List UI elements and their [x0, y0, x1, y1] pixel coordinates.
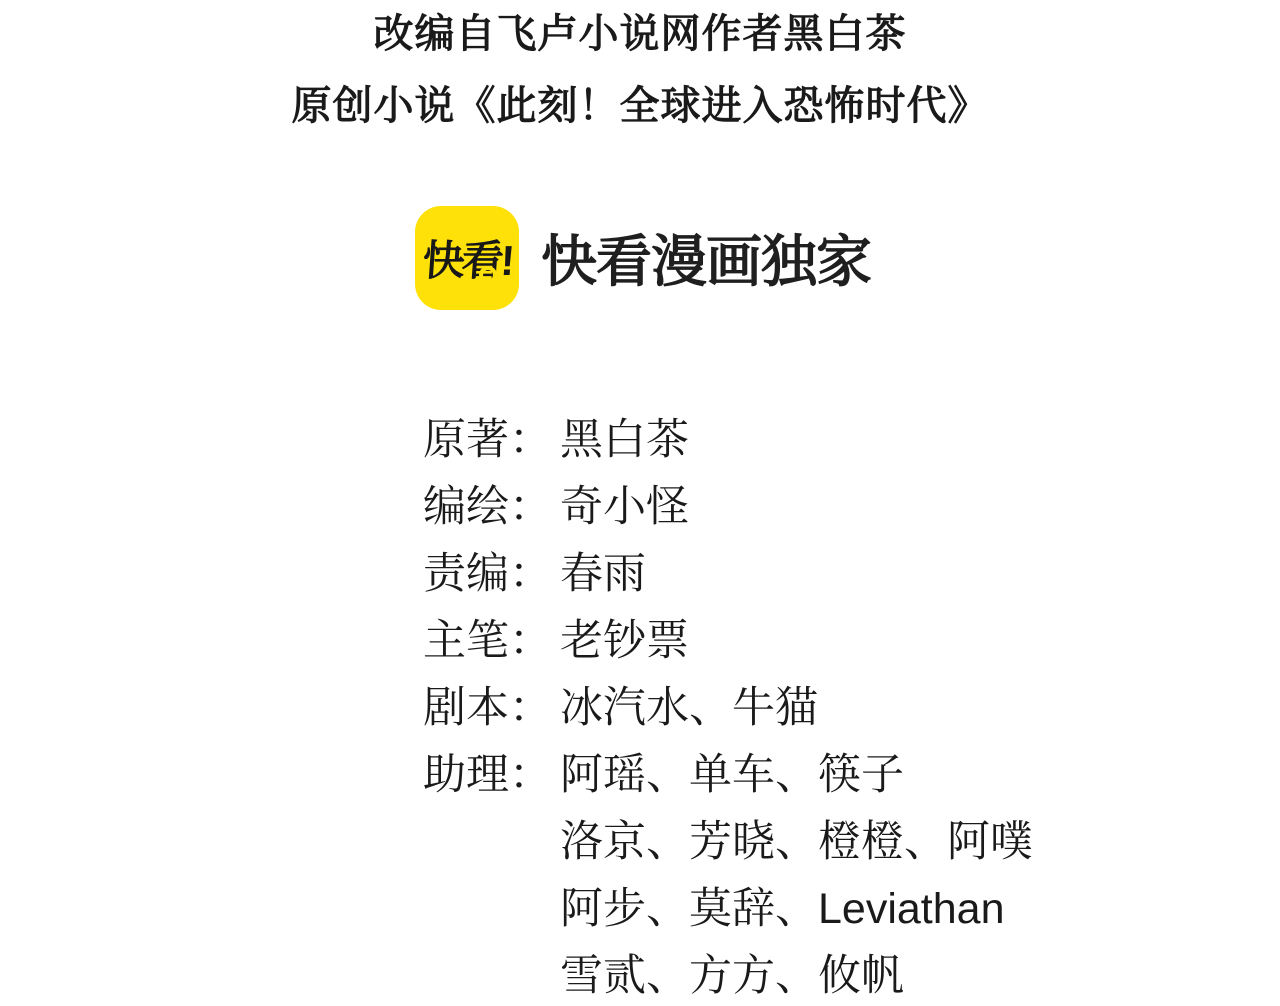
credit-row [423, 537, 1033, 604]
credit-row [423, 604, 1033, 671]
credit-value: 冰汽水、牛猫 [560, 684, 818, 732]
credit-value: 奇小怪 [560, 483, 689, 531]
credit-value: 黑白茶 [560, 416, 689, 464]
credit-label: 编绘： [423, 483, 552, 531]
novel-title: 原创小说《此刻！全球进入恐怖时代》 [291, 84, 989, 128]
credit-row [423, 403, 1033, 470]
credit-label: 剧本： [423, 684, 552, 732]
credit-row [423, 470, 1033, 537]
credit-label: 主笔： [423, 617, 552, 665]
credit-value: 雪贰、方方、攸帆 [560, 952, 904, 1000]
adaptation-note: 改编自飞卢小说网作者黑白茶 [373, 12, 907, 56]
credit-value: 阿瑶、单车、筷子 [560, 751, 904, 799]
credit-value: 老钞票 [560, 617, 689, 665]
credits-list [423, 403, 1033, 1006]
credit-row [423, 805, 1033, 872]
credit-row [423, 671, 1033, 738]
kuaikan-logo-text: 快看! [420, 237, 513, 284]
credit-label: 助理： [423, 751, 552, 799]
credit-row [423, 939, 1033, 1006]
credit-row [423, 872, 1033, 939]
brand-wordmark: 快看漫画独家 [541, 230, 871, 293]
credit-value: 春雨 [560, 550, 646, 598]
credit-label: 原著： [423, 416, 552, 464]
credit-row [423, 738, 1033, 805]
kuaikan-logo-icon [415, 206, 519, 310]
credit-label: 责编： [423, 550, 552, 598]
brand-row [415, 206, 871, 310]
credit-value: 阿步、莫辞、Leviathan [560, 885, 1005, 933]
credit-value: 洛京、芳晓、橙橙、阿噗 [560, 818, 1033, 866]
